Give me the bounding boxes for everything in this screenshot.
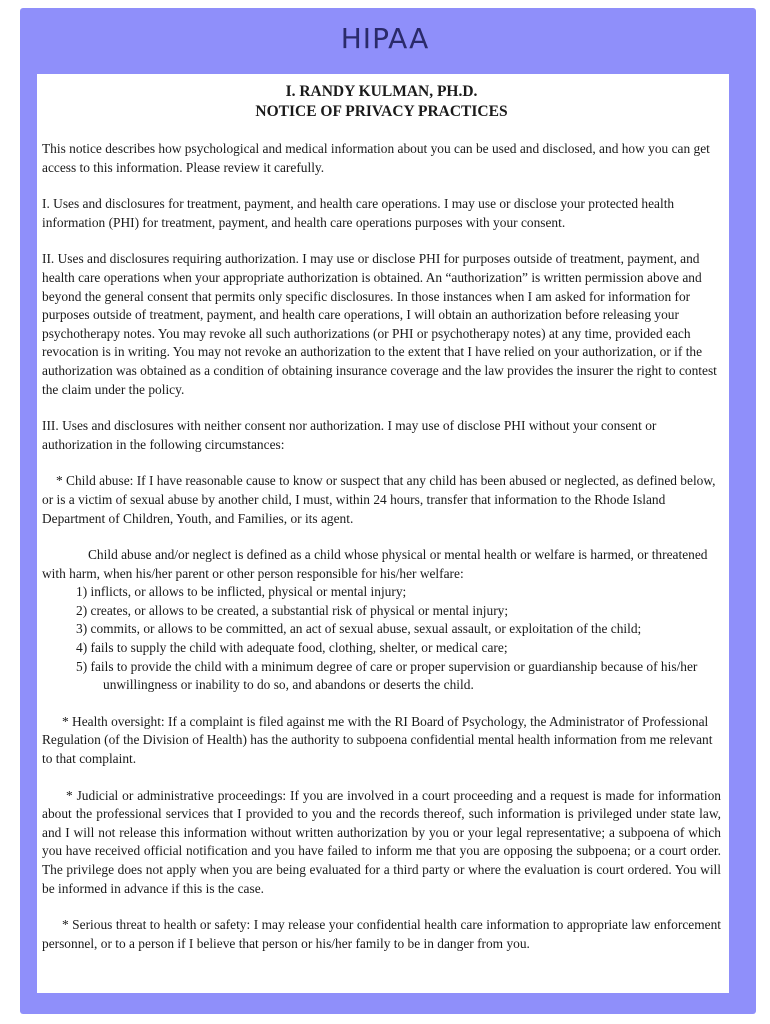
section-1-paragraph: I. Uses and disclosures for treatment, payment, and health care operations. I may use or disclose your protected health information (PHI) for treatment, payment, and health care operations purposes with your consent.	[42, 196, 675, 230]
author-name: I. RANDY KULMAN, PH.D.	[285, 83, 478, 100]
list-item: 1) inflicts, or allows to be inflicted, physical or mental injury;	[76, 584, 407, 600]
health-oversight-paragraph: * Health oversight: If a complaint is filed against me with the RI Board of Psychology, the Administrator of Professional Regulation (of the Division of Health) has the authority to subpoena confidential mental health information from me relevant to that complaint.	[42, 713, 713, 767]
list-item: 4) fails to supply the child with adequate food, clothing, shelter, or medical care;	[76, 640, 508, 656]
list-item: 3) commits, or allows to be committed, an act of sexual abuse, sexual assault, or exploitation of the child;	[76, 621, 642, 637]
list-item: 5) fails to provide the child with a minimum degree of care or proper supervision or guardianship because of his/her unwillingness or inability to do so, and abandons or deserts the child.	[76, 658, 698, 693]
banner-title: HIPAA	[340, 22, 430, 55]
serious-threat-paragraph: * Serious threat to health or safety: I may release your confidential health care information to appropriate law enforcement personnel, or to a person if I believe that person or his/her family to be in danger from you.	[42, 917, 721, 951]
section-2-paragraph: II. Uses and disclosures requiring authorization. I may use or disclose PHI for purposes outside of treatment, payment, and health care operations when your appropriate authorization is obtained. An “authorization” is written permission above and beyond the general consent that permits only specific disclosures. In those instances when I am asked for information for purposes outside of treatment, payment, and health care operations, I will obtain an authorization before releasing your psychotherapy notes. You may revoke all such authorizations (or PHI or psychotherapy notes) at any time, provided each revocation is in writing. You may not revoke an authorization to the extent that I have relied on your authorization, or if the authorization was obtained as a condition of obtaining insurance coverage and the law provides the insurer the right to contest the claim under the policy.	[42, 251, 717, 397]
section-3-paragraph: III. Uses and disclosures with neither consent nor authorization. I may use of disclose PHI without your consent or authorization in the following circumstances:	[42, 418, 657, 452]
child-abuse-paragraph: * Child abuse: If I have reasonable cause to know or suspect that any child has been abused or neglected, as defined below, or is a victim of sexual abuse by another child, I must, within 24 hours, transfer that information to the Rhode Island Department of Children, Youth, and Families, or its agent.	[42, 473, 716, 526]
list-item: 2) creates, or allows to be created, a substantial risk of physical or mental injury;	[76, 602, 509, 618]
abuse-criteria-list	[76, 583, 721, 695]
child-abuse-definition: Child abuse and/or neglect is defined as a child whose physical or mental health or welfare is harmed, or threatened with harm, when his/her parent or other person responsible for his/her welfare:	[42, 547, 708, 581]
judicial-paragraph: * Judicial or administrative proceedings: If you are involved in a court proceeding and a request is made for information about the professional services that I provided to you and the records thereof, such information is privileged under state law, and I will not release this information without written authorization by you or your legal representative; a subpoena of which you have received official notification and you have failed to inform me that you are opposing the subpoena; or a court order. The privilege does not apply when you are being evaluated for a third party or where the evaluation is court ordered. You will be informed in advance if this is the case.	[42, 787, 721, 896]
intro-paragraph: This notice describes how psychological and medical information about you can be used and disclosed, and how you can get access to this information. Please review it carefully.	[42, 141, 710, 175]
document-title: NOTICE OF PRIVACY PRACTICES	[255, 103, 508, 120]
document-page	[37, 74, 729, 993]
